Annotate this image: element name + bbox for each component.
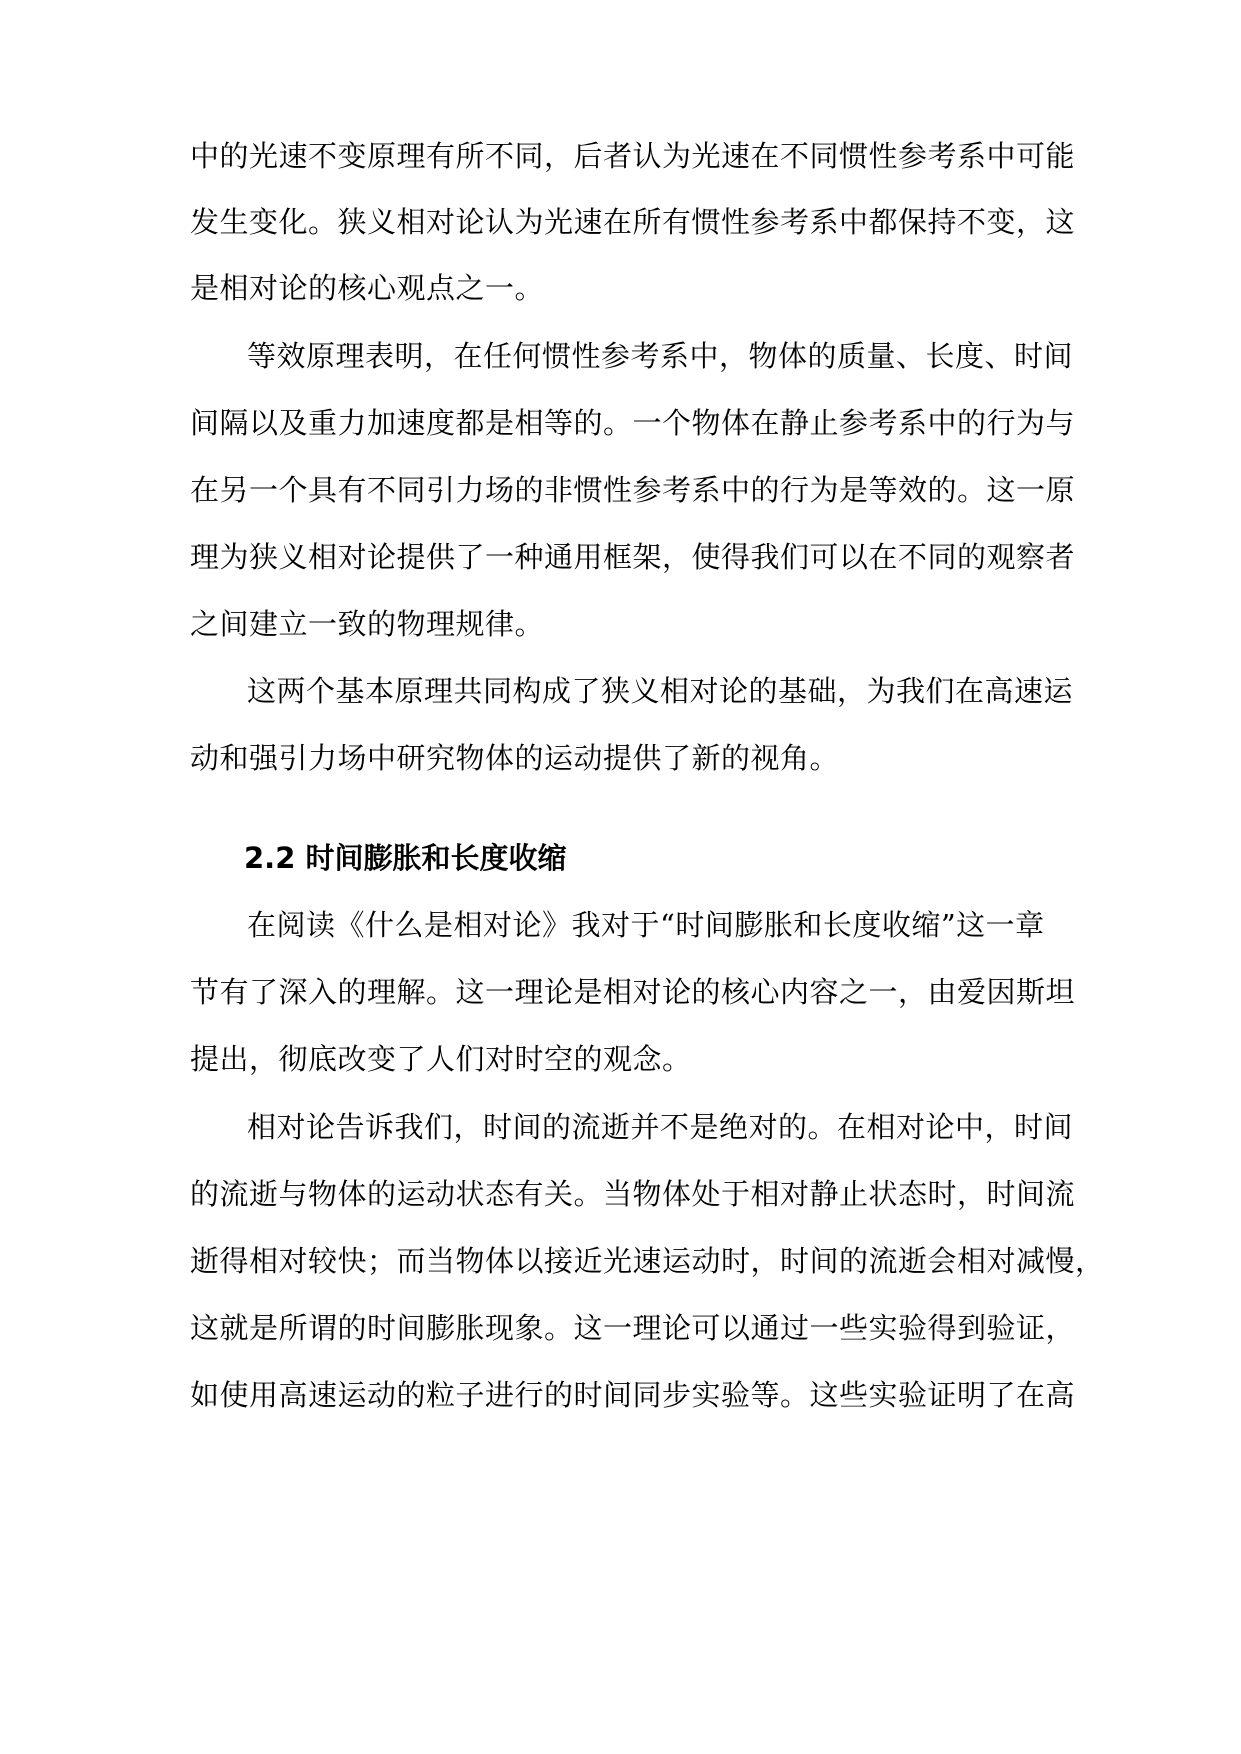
paragraph-line: 如使用高速运动的粒子进行的时间同步实验等。这些实验证明了在高 — [190, 1378, 1076, 1412]
paragraph-line: 理为狭义相对论提供了一种通用框架，使得我们可以在不同的观察者 — [190, 540, 1076, 574]
paragraph-line: 是相对论的核心观点之一。 — [190, 271, 545, 305]
section-heading: 2.2 时间膨胀和长度收缩 — [244, 841, 567, 875]
paragraph-line: 在阅读《什么是相对论》我对于“时间膨胀和长度收缩”这一章 — [247, 908, 1045, 942]
paragraph-line: 的流逝与物体的运动状态有关。当物体处于相对静止状态时，时间流 — [190, 1177, 1076, 1211]
paragraph-line: 间隔以及重力加速度都是相等的。一个物体在静止参考系中的行为与 — [190, 406, 1076, 440]
paragraph-line: 这两个基本原理共同构成了狭义相对论的基础，为我们在高速运 — [247, 674, 1074, 708]
paragraph-line: 发生变化。狭义相对论认为光速在所有惯性参考系中都保持不变，这 — [190, 205, 1076, 239]
paragraph-line: 等效原理表明，在任何惯性参考系中，物体的质量、长度、时间 — [247, 339, 1074, 373]
paragraph-line: 在另一个具有不同引力场的非惯性参考系中的行为是等效的。这一原 — [190, 473, 1076, 507]
paragraph-line: 相对论告诉我们，时间的流逝并不是绝对的。在相对论中，时间 — [247, 1110, 1074, 1144]
paragraph-line: 节有了深入的理解。这一理论是相对论的核心内容之一，由爱因斯坦 — [190, 975, 1076, 1009]
paragraph-line: 之间建立一致的物理规律。 — [190, 607, 545, 641]
paragraph-line: 中的光速不变原理有所不同，后者认为光速在不同惯性参考系中可能 — [190, 139, 1076, 173]
paragraph-line: 提出，彻底改变了人们对时空的观念。 — [190, 1042, 692, 1076]
paragraph-line: 这就是所谓的时间膨胀现象。这一理论可以通过一些实验得到验证， — [190, 1311, 1076, 1345]
paragraph-line: 逝得相对较快；而当物体以接近光速运动时，时间的流逝会相对减慢， — [190, 1244, 1105, 1278]
paragraph-line: 动和强引力场中研究物体的运动提供了新的视角。 — [190, 741, 840, 775]
